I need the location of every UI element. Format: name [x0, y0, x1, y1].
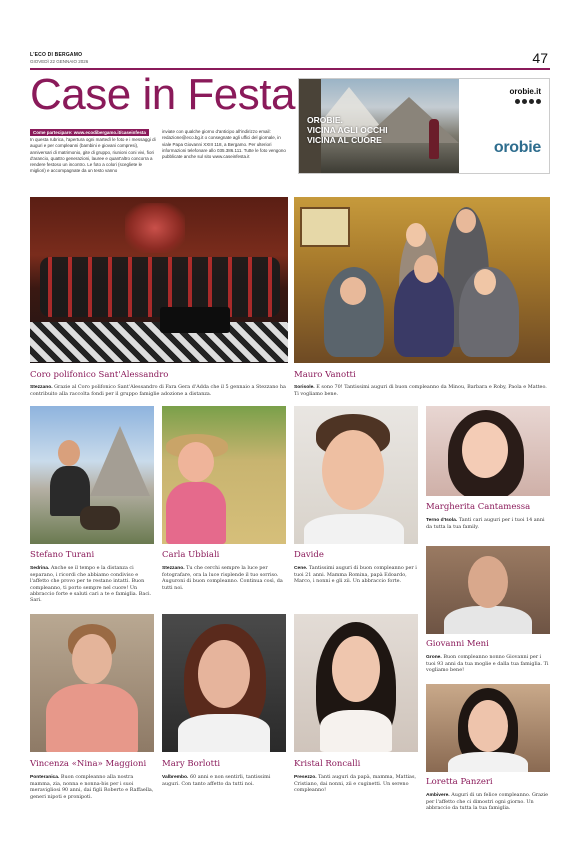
info-text-1: In questa rubrica, l'apertura ogni martedì le foto e i messaggi di auguri e per compleanni (bambini e giovani compresi), anniversari di matrimonio, gite di gruppo, riunioni coni vivi, fiori d'arancio, quattro generazioni, lauree e quant'altro concorra a rendere festoso un incontro. Le foto a colori (scegliete le migliori) e accompagnate da un testo vanno: [30, 137, 156, 174]
masthead: L'ECO DI BERGAMO: [30, 52, 83, 58]
entry-name: Margherita Cantamessa: [426, 502, 531, 512]
facebook-icon: [515, 99, 520, 104]
youtube-icon: [529, 99, 534, 104]
entry-name: Carla Ubbiali: [162, 550, 220, 560]
entry-text: Stezzano. Grazie al Coro polifonico Sant'Alessandro di Fara Gera d'Adda che il 5 gennaio a Stezzano ha contribuito alla raccolta fondi per il gruppo famiglie adozione a distanza.: [30, 384, 286, 398]
ad-url[interactable]: orobie.it: [509, 87, 541, 96]
photo-davide: [294, 406, 418, 544]
photo-giovanni: [426, 546, 550, 634]
entry-text: Ambivere. Auguri di un felice compleanno. Grazie per l'affetto che ci dimostri ogni giorno. Un abbraccio da tutta la tua famiglia.: [426, 792, 549, 812]
entry-text: Cene. Tantissimi auguri di buon compleanno per i tuoi 21 anni. Mamma Romina, papà Edoardo, Marco, i nonni e gli zii. Un abbraccio forte.: [294, 565, 417, 585]
entry-text: Sedrina. Anche se il tempo e la distanza ci separano, i ricordi che abbiamo condiviso e l'affetto che provo per te restano intatti. Buon compleanno, ti porto sempre nel cuore! Un abbraccio forte e saluti cari a te e famiglia. Baci. Sari.: [30, 565, 152, 604]
photo-margherita: [426, 406, 550, 496]
entry-name: Stefano Turani: [30, 550, 95, 560]
photo-mary: [162, 614, 286, 752]
photo-choir: [30, 197, 288, 363]
entry-name: Vincenza «Nina» Maggioni: [30, 759, 147, 769]
photo-carla: [162, 406, 286, 544]
entry-name: Coro polifonico Sant'Alessandro: [30, 370, 169, 380]
entry-text: Ponteranica. Buon compleanno alla nostra mamma, zia, nonna e nonna-bis per i suoi meravigliosi 90 anni, dai figli Roberto e Raffaella, generi nipoti e pronipoti.: [30, 774, 154, 800]
entry-name: Loretta Panzeri: [426, 777, 493, 787]
photo-kristal: [294, 614, 418, 752]
dateline: GIOVEDÌ 22 GENNAIO 2026: [30, 59, 89, 64]
entry-text: Valbrembo. 60 anni e non sentirli, tantissimi auguri. Con tanto affetto da tutti noi.: [162, 774, 271, 788]
info-text-2: inviate con qualche giorno d'anticipo all'indirizzo email: redazione@eco.bg.it o consegnate agli uffici del giornale, in viale Papa Giovanni XXIII 118, a Bergamo. Per ulteriori informazioni telefonare allo 035.386.111. Tutte le foto vengono pubblicate anche sul sito www.caseinfesta.it: [162, 129, 286, 160]
entry-name: Mary Borlotti: [162, 759, 221, 769]
entry-name: Davide: [294, 550, 324, 560]
page-title: Case in Festa: [30, 70, 295, 119]
ad-photo: [299, 79, 459, 173]
photo-vincenza: [30, 614, 154, 752]
x-icon: [536, 99, 541, 104]
instagram-icon: [522, 99, 527, 104]
info-label: Come partecipare: www.ecodibergamo.it/caseinfesta: [30, 129, 149, 136]
entry-name: Giovanni Meni: [426, 639, 489, 649]
ad-brand-logo: orobie: [493, 139, 541, 156]
entry-text: Grone. Buon compleanno nonno Giovanni per i tuoi 93 anni da tua moglie e dalla tua famiglia. Ti vogliamo bene!: [426, 654, 549, 674]
photo-mauro: [294, 197, 550, 363]
social-icons: [515, 99, 541, 104]
entry-text: Stezzano. Tu che cerchi sempre la luce per fotografare, ora la luce risplende il tuo sorriso. Auguroni di buon compleanno. Continua così, da tutti noi.: [162, 565, 283, 591]
photo-stefano: [30, 406, 154, 544]
page-number: 47: [532, 50, 548, 66]
ad-slogan: OROBIE. VICINA AGLI OCCHI VICINA AL CUORE: [307, 115, 388, 145]
orobie-advertisement[interactable]: [298, 78, 550, 174]
entry-text: Presezzo. Tanti auguri da papà, mamma, Mattias, Cristiano, dai nonni, zii e cuginetti. Un sereno compleanno!: [294, 774, 417, 794]
entry-name: Kristal Roncalli: [294, 759, 361, 769]
entry-name: Mauro Vanotti: [294, 370, 356, 380]
photo-loretta: [426, 684, 550, 772]
entry-text: Sorisole. E sono 70! Tantissimi auguri di buon compleanno da Minou, Barbara e Roby, Paola e Matteo. Ti vogliamo bene.: [294, 384, 547, 398]
entry-text: Terno d'Isola. Tanti cari auguri per i tuoi 14 anni da tutta la tua family.: [426, 517, 545, 531]
